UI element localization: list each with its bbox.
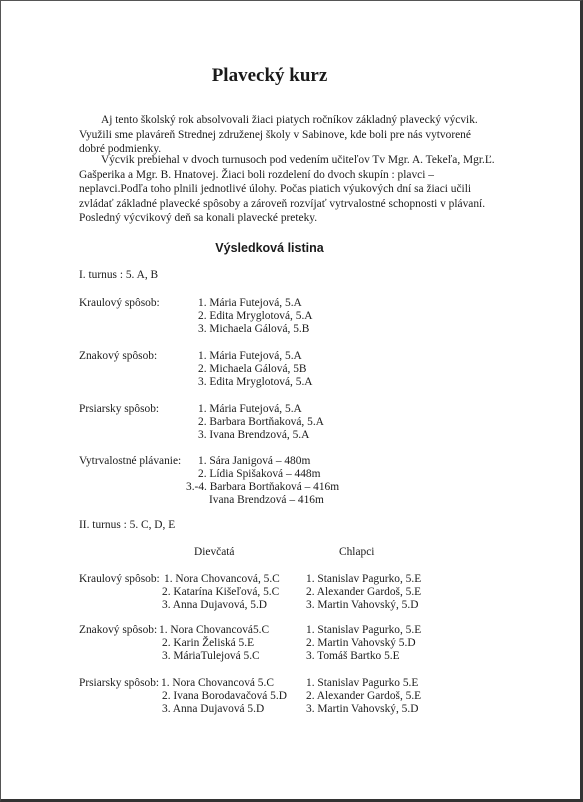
turnus2-znak-label: Znakový spôsob: <box>79 624 158 636</box>
result-entry: 1. Stanislav Pagurko 5.E <box>306 677 419 689</box>
result-entry: 2. Alexander Gardoš, 5.E <box>306 690 422 702</box>
result-entry: 1. Nora Chovancová, 5.C <box>164 573 280 585</box>
result-entry: 3. Martin Vahovský, 5.D <box>306 599 419 611</box>
boys-header: Chlapci <box>339 546 375 558</box>
result-entry: 2. Ivana Borodavačová 5.D <box>162 690 287 702</box>
result-entry: 3. Anna Dujavová, 5.D <box>162 599 268 611</box>
result-entry: 3. Edita Mryglotová, 5.A <box>198 376 313 388</box>
result-entry: 1. Mária Futejová, 5.A <box>198 297 302 309</box>
result-entry: 3. Michaela Gálová, 5.B <box>198 323 310 335</box>
result-entry: 2. Alexander Gardoš, 5.E <box>306 586 422 598</box>
result-entry: 3. MáriaTulejová 5.C <box>162 650 260 662</box>
intro-paragraph: Aj tento školský rok absolvovali žiaci piatych ročníkov základný plavecký výcvik. Využili sme plaváreň Strednej združenej školy v Sabinove, kde boli pre nás vytvorené dobré podmienky. <box>79 114 478 156</box>
turnus2-label: II. turnus : 5. C, D, E <box>79 519 176 531</box>
result-entry: 1. Nora Chovancová 5.C <box>161 677 274 689</box>
turnus1-vytrv-label: Vytrvalostné plávanie: <box>79 455 182 467</box>
girls-header: Dievčatá <box>194 546 235 558</box>
result-entry: 2. Lídia Spišaková – 448m <box>198 468 321 480</box>
result-entry: 2. Katarína Kišeľová, 5.C <box>162 586 280 598</box>
turnus1-prsia-label: Prsiarsky spôsob: <box>79 403 160 415</box>
result-entry: 2. Barbara Bortňaková, 5.A <box>198 416 324 428</box>
result-entry: Ivana Brendzová – 416m <box>209 494 324 506</box>
turnus1-znak-label: Znakový spôsob: <box>79 350 158 362</box>
page-title: Plavecký kurz <box>211 65 328 86</box>
result-entry: 2. Martin Vahovský 5.D <box>306 637 416 649</box>
result-entry: 3. Tomáš Bartko 5.E <box>306 650 400 662</box>
turnus1-kraul-label: Kraulový spôsob: <box>79 297 160 309</box>
result-entry: 3.-4. Barbara Bortňaková – 416m <box>186 481 340 493</box>
result-entry: 3. Anna Dujavová 5.D <box>162 703 265 715</box>
result-entry: 1. Nora Chovancová5.C <box>159 624 270 636</box>
course-paragraph: Výcvik prebiehal v dvoch turnusoch pod vedením učiteľov Tv Mgr. A. Tekeľa, Mgr.Ľ. Gašperika a Mgr. B. Hnatovej. Žiaci boli rozdelení do dvoch skupín : plavci – neplavci.Podľa toho plnili jednotlivé úlohy. Počas piatich výukových dní sa žiaci učili zvládať základné plavecké spôsoby a zároveň rozvíjať vytrvalostné schopnosti v plávaní. Posledný výcvikový deň sa konali plavecké preteky. <box>79 154 495 225</box>
result-entry: 1. Sára Janigová – 480m <box>198 455 311 467</box>
result-entry: 2. Michaela Gálová, 5B <box>198 363 307 375</box>
result-entry: 1. Mária Futejová, 5.A <box>198 350 302 362</box>
result-entry: 1. Stanislav Pagurko, 5.E <box>306 624 422 636</box>
result-entry: 3. Ivana Brendzová, 5.A <box>198 429 310 441</box>
turnus2-kraul-label: Kraulový spôsob: <box>79 573 160 585</box>
result-entry: 1. Mária Futejová, 5.A <box>198 403 302 415</box>
turnus1-label: I. turnus : 5. A, B <box>79 269 159 281</box>
result-entry: 3. Martin Vahovský, 5.D <box>306 703 419 715</box>
result-entry: 1. Stanislav Pagurko, 5.E <box>306 573 422 585</box>
results-title: Výsledková listina <box>215 241 324 255</box>
result-entry: 2. Karin Želiská 5.E <box>162 637 255 649</box>
result-entry: 2. Edita Mryglotová, 5.A <box>198 310 313 322</box>
turnus2-prsia-label: Prsiarsky spôsob: <box>79 677 160 689</box>
